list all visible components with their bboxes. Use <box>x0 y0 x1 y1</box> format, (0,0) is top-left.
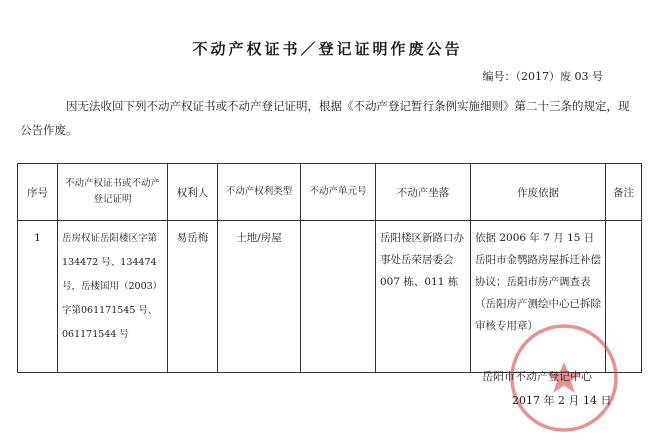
issue-date: 2017 年 2 月 14 日 <box>512 394 612 407</box>
intro-paragraph: 因无法收回下列不动产权证书或不动产登记证明，根据《不动产登记暂行条例实施细则》第二十三条的规定，现公告作废。 <box>20 99 630 137</box>
cell-location: 岳阳楼区新路口办事处岳荣居委会 007 栋、011 栋 <box>376 221 471 373</box>
header-remark: 备注 <box>606 164 642 221</box>
table-header-row <box>18 164 642 221</box>
cell-unit-no <box>301 221 376 373</box>
cell-holder: 易岳梅 <box>168 221 218 373</box>
issuing-organization: 岳阳市不动产登记中心 <box>482 370 592 383</box>
header-seq: 序号 <box>18 164 58 221</box>
header-certificate: 不动产权证书或不动产登记证明 <box>58 164 168 221</box>
cell-right-type: 土地/房屋 <box>218 221 301 373</box>
document-number: 编号：（2017）废 03 号 <box>482 70 603 83</box>
header-holder: 权利人 <box>168 164 218 221</box>
header-right-type: 不动产权利类型 <box>218 164 301 221</box>
cell-seq: 1 <box>18 221 58 373</box>
cell-certificate: 岳房权证岳阳楼区字第134472 号、134474 号，岳楼国用（2003）字第061171545 号、061171544 号 <box>58 221 168 373</box>
header-location: 不动产坐落 <box>376 164 471 221</box>
cell-basis: 依据 2006 年 7 月 15 日岳阳市金鹗路房屋拆迁补偿协议；岳阳市房产调查表（岳阳房产测绘中心已拆除审核专用章） <box>471 221 606 373</box>
notice-title: 不动产权证书／登记证明作废公告 <box>192 40 463 58</box>
header-basis: 作废依据 <box>471 164 606 221</box>
header-unit-no: 不动产单元号 <box>301 164 376 221</box>
